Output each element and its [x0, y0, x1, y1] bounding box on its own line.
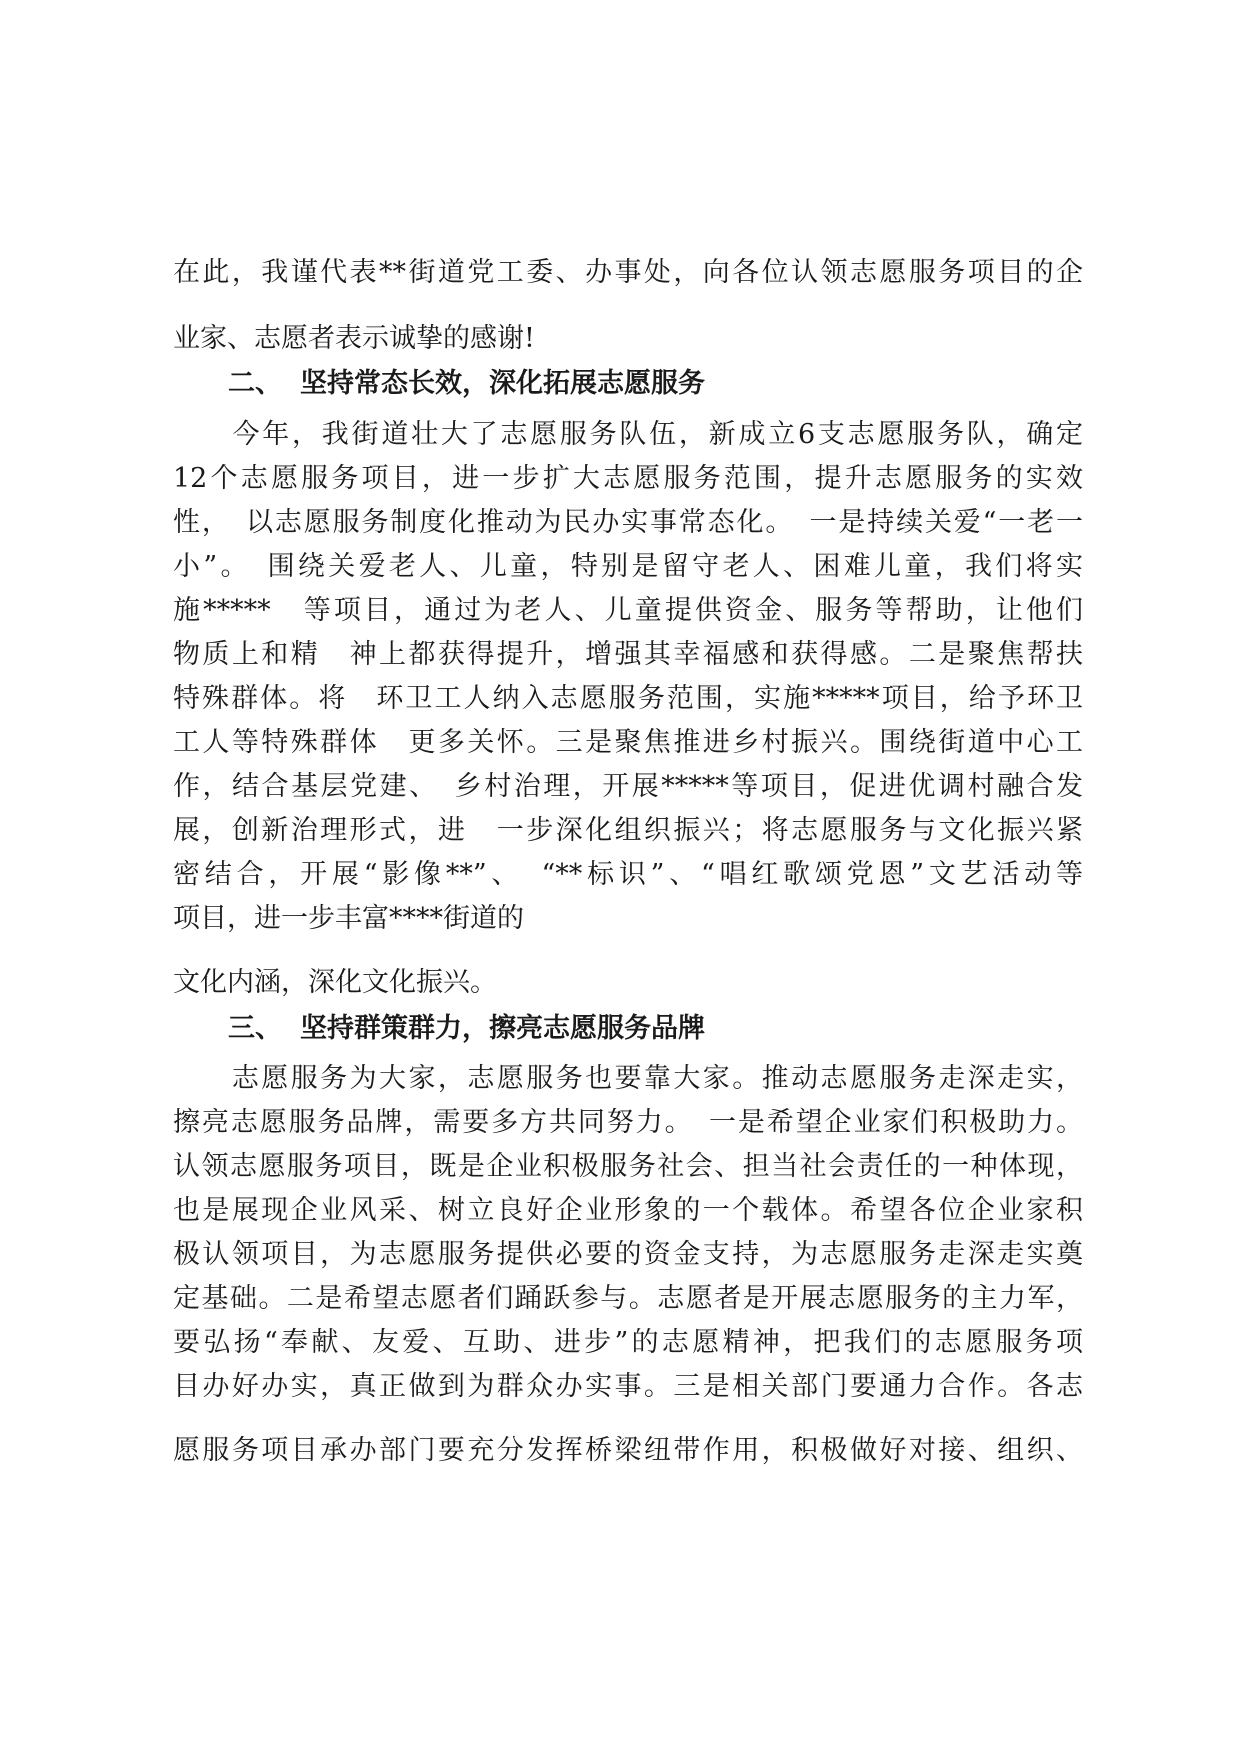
paragraph-2-line-12: 项目，进一步丰富****街道的	[173, 903, 524, 934]
paragraph-3-line-4: 也是展现企业风采、树立良好企业形象的一个载体。希望各位企业家积	[173, 1195, 1083, 1226]
paragraph-2-line-11: 密结合，开展“影像**”、 “**标识”、“唱红歌颂党恩”文艺活动等	[173, 859, 1083, 890]
paragraph-3-line-6: 定基础。二是希望志愿者们踊跃参与。志愿者是开展志愿服务的主力军，	[173, 1283, 1083, 1314]
paragraph-2-line-5: 施***** 等项目，通过为老人、儿童提供资金、服务等帮助，让他们	[173, 595, 1083, 626]
section-heading-3-title: 坚持群策群力，擦亮志愿服务品牌	[300, 1013, 705, 1044]
paragraph-2-line-7: 特殊群体。将 环卫工人纳入志愿服务范围，实施*****项目，给予环卫	[173, 683, 1083, 714]
paragraph-3-line-7: 要弘扬“奉献、友爱、互助、进步”的志愿精神，把我们的志愿服务项	[173, 1327, 1083, 1358]
section-heading-3	[228, 1012, 705, 1046]
paragraph-3-line-8: 目办好办实，真正做到为群众办实事。三是相关部门要通力合作。各志	[173, 1371, 1083, 1402]
paragraph-2-line-10: 展，创新治理形式，进 一步深化组织振兴；将志愿服务与文化振兴紧	[173, 815, 1083, 846]
paragraph-1-line-1: 在此，我谨代表**街道党工委、办事处，向各位认领志愿服务项目的企	[173, 257, 1083, 288]
paragraph-2-line-4: 小”。 围绕关爱老人、儿童，特别是留守老人、困难儿童，我们将实	[173, 551, 1083, 582]
paragraph-1-line-2: 业家、志愿者表示诚挚的感谢!	[173, 323, 535, 354]
section-heading-2	[228, 367, 705, 401]
paragraph-3-line-2: 擦亮志愿服务品牌，需要多方共同努力。 一是希望企业家们积极助力。	[173, 1107, 1083, 1138]
paragraph-3-line-3: 认领志愿服务项目，既是企业积极服务社会、担当社会责任的一种体现，	[173, 1151, 1083, 1182]
paragraph-3-line-5: 极认领项目，为志愿服务提供必要的资金支持，为志愿服务走深走实奠	[173, 1239, 1083, 1270]
paragraph-2-line-3: 性， 以志愿服务制度化推动为民办实事常态化。 一是持续关爱“一老一	[173, 507, 1083, 538]
paragraph-2-line-6: 物质上和精 神上都获得提升，增强其幸福感和获得感。二是聚焦帮扶	[173, 639, 1083, 670]
paragraph-2-line-13: 文化内涵，深化文化振兴。	[173, 967, 497, 998]
section-heading-2-title: 坚持常态长效，深化拓展志愿服务	[300, 368, 705, 399]
paragraph-2-line-9: 作，结合基层党建、 乡村治理，开展*****等项目，促进优调村融合发	[173, 771, 1083, 802]
paragraph-2-line-8: 工人等特殊群体 更多关怀。三是聚焦推进乡村振兴。围绕街道中心工	[173, 727, 1083, 758]
paragraph-2-line-1: 今年，我街道壮大了志愿服务队伍，新成立6支志愿服务队，确定	[173, 419, 1083, 450]
paragraph-3-line-1: 志愿服务为大家，志愿服务也要靠大家。推动志愿服务走深走实，	[173, 1063, 1083, 1094]
section-heading-3-number: 三、	[228, 1013, 282, 1044]
paragraph-3-line-9: 愿服务项目承办部门要充分发挥桥梁纽带作用，积极做好对接、组织、	[173, 1435, 1083, 1466]
section-heading-2-number: 二、	[228, 368, 282, 399]
paragraph-2-line-2: 12个志愿服务项目，进一步扩大志愿服务范围，提升志愿服务的实效	[173, 463, 1083, 494]
